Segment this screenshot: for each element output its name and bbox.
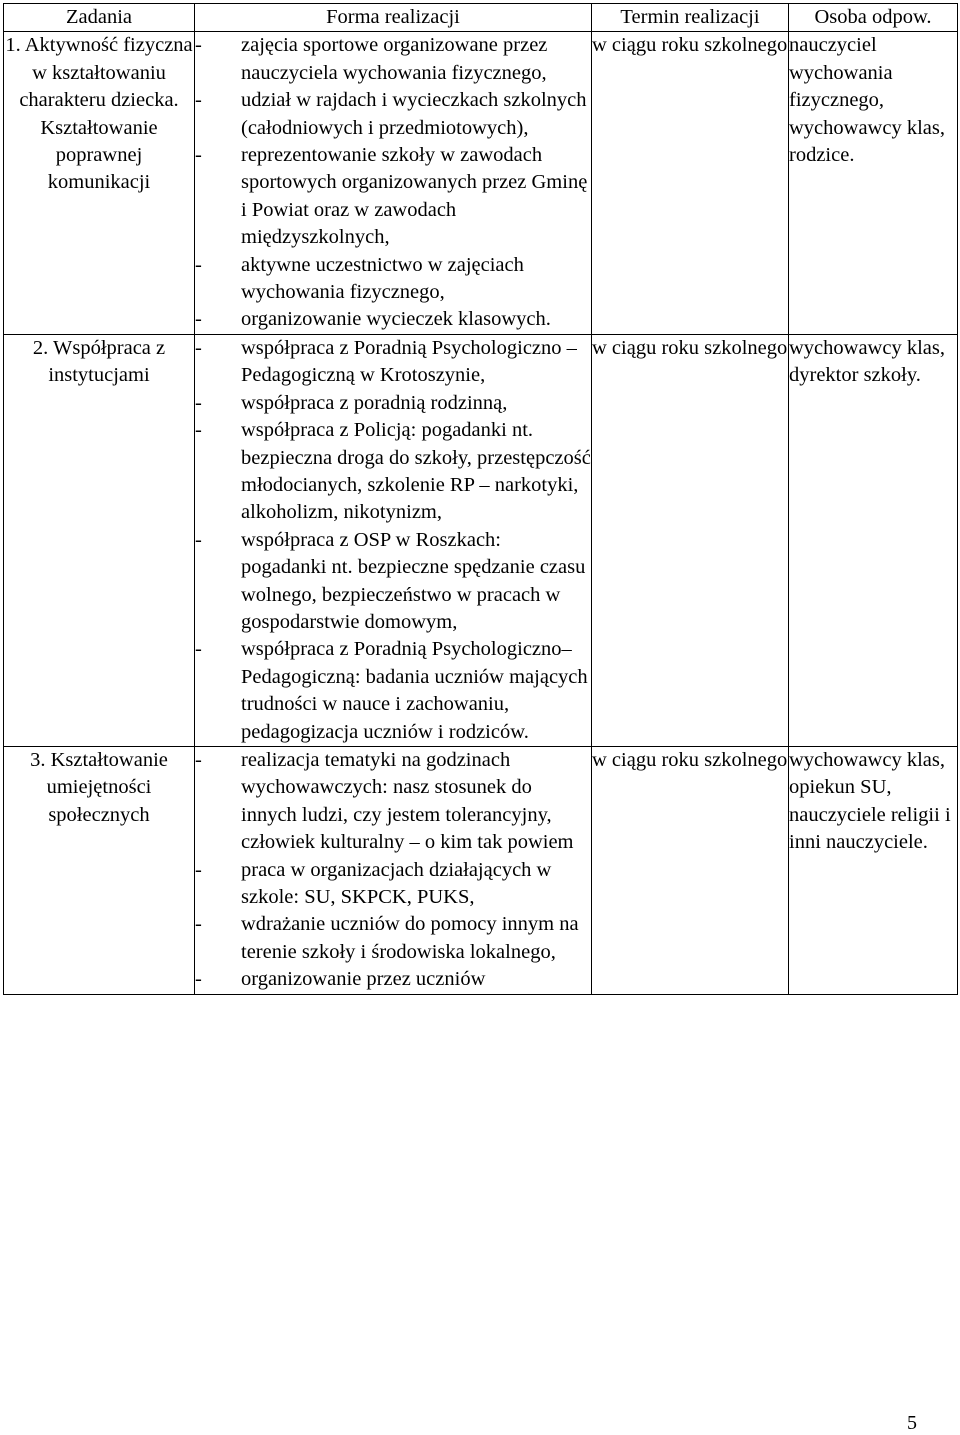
list-item-text: praca w organizacjach działających w szkole: SU, SKPCK, PUKS, xyxy=(241,858,552,908)
task-cell: 3. Kształtowanie umiejętności społecznych xyxy=(4,746,195,994)
list-item xyxy=(195,32,591,87)
list-item-text: współpraca z Policją: pogadanki nt. bezpieczna droga do szkoły, przestępczość młodocianych, szkolenie RP – narkotyki, alkoholizm, nikotynizm, xyxy=(241,419,591,524)
list-item xyxy=(195,306,591,333)
page-number: 5 xyxy=(907,1412,917,1434)
bullet-dash: - xyxy=(195,419,202,442)
plan-table xyxy=(3,3,958,995)
bullet-dash: - xyxy=(195,308,202,331)
header-task: Zadania xyxy=(4,4,195,32)
list-item xyxy=(195,390,591,417)
list-item-text: współpraca z OSP w Roszkach: pogadanki nt. bezpieczne spędzanie czasu wolnego, bezpieczeństwo w pracach w gospodarstwie domowym, xyxy=(241,528,586,633)
list-item xyxy=(195,966,591,993)
list-item-text: aktywne uczestnictwo w zajęciach wychowania fizycznego, xyxy=(241,253,524,304)
bullet-dash: - xyxy=(195,968,202,991)
table-row xyxy=(4,32,958,334)
term-cell: w ciągu roku szkolnego xyxy=(592,746,789,994)
list-item-text: organizowanie przez uczniów xyxy=(241,968,486,991)
form-list xyxy=(195,32,591,333)
form-cell xyxy=(195,32,592,334)
list-item-text: zajęcia sportowe organizowane przez nauczyciela wychowania fizycznego, xyxy=(241,34,548,84)
list-item-text: udział w rajdach i wycieczkach szkolnych (całodniowych i przedmiotowych), xyxy=(241,89,587,139)
term-cell: w ciągu roku szkolnego xyxy=(592,334,789,746)
list-item-text: reprezentowanie szkoły w zawodach sportowych organizowanych przez Gminę i Powiat oraz w zawodach międzyszkolnych, xyxy=(241,144,588,249)
bullet-dash: - xyxy=(195,858,202,881)
bullet-dash: - xyxy=(195,638,202,661)
bullet-dash: - xyxy=(195,336,202,359)
list-item-text: organizowanie wycieczek klasowych. xyxy=(241,308,551,331)
bullet-dash: - xyxy=(195,748,202,771)
bullet-dash: - xyxy=(195,253,202,276)
list-item-text: realizacja tematyki na godzinach wychowawczych: nasz stosunek do innych ludzi, czy jestem tolerancyjny, człowiek kulturalny – o kim tak powiem xyxy=(241,748,574,854)
responsible-cell: wychowawcy klas, opiekun SU, nauczyciele religii i inni nauczyciele. xyxy=(789,746,958,994)
list-item-text: współpraca z poradnią rodzinną, xyxy=(241,391,508,414)
form-list xyxy=(195,335,591,746)
list-item-text: współpraca z Poradnią Psychologiczno–Pedagogiczną: badania uczniów mających trudności w nauce i zachowaniu, pedagogizacja uczniów i rodziców. xyxy=(241,638,588,743)
responsible-cell: nauczyciel wychowania fizycznego, wychowawcy klas, rodzice. xyxy=(789,32,958,334)
list-item xyxy=(195,911,591,966)
list-item xyxy=(195,87,591,142)
responsible-cell: wychowawcy klas, dyrektor szkoły. xyxy=(789,334,958,746)
bullet-dash: - xyxy=(195,89,202,112)
header-responsible: Osoba odpow. xyxy=(789,4,958,32)
bullet-dash: - xyxy=(195,391,202,414)
table-row xyxy=(4,746,958,994)
term-cell: w ciągu roku szkolnego xyxy=(592,32,789,334)
list-item xyxy=(195,527,591,637)
list-item xyxy=(195,142,591,252)
bullet-dash: - xyxy=(195,144,202,167)
form-cell xyxy=(195,746,592,994)
list-item-text: współpraca z Poradnią Psychologiczno – Pedagogiczną w Krotoszynie, xyxy=(241,336,577,387)
bullet-dash: - xyxy=(195,528,202,551)
list-item xyxy=(195,747,591,857)
list-item xyxy=(195,636,591,746)
form-list xyxy=(195,747,591,994)
list-item xyxy=(195,335,591,390)
list-item xyxy=(195,252,591,307)
header-form: Forma realizacji xyxy=(195,4,592,32)
task-cell: 2. Współpraca z instytucjami xyxy=(4,334,195,746)
bullet-dash: - xyxy=(195,34,202,57)
table-row xyxy=(4,334,958,746)
form-cell xyxy=(195,334,592,746)
bullet-dash: - xyxy=(195,913,202,936)
header-term: Termin realizacji xyxy=(592,4,789,32)
list-item xyxy=(195,417,591,527)
task-cell: 1. Aktywność fizyczna w kształtowaniu charakteru dziecka. Kształtowanie poprawnej komunikacji xyxy=(4,32,195,334)
list-item xyxy=(195,857,591,912)
list-item-text: wdrażanie uczniów do pomocy innym na terenie szkoły i środowiska lokalnego, xyxy=(241,913,579,963)
header-row xyxy=(4,4,958,32)
